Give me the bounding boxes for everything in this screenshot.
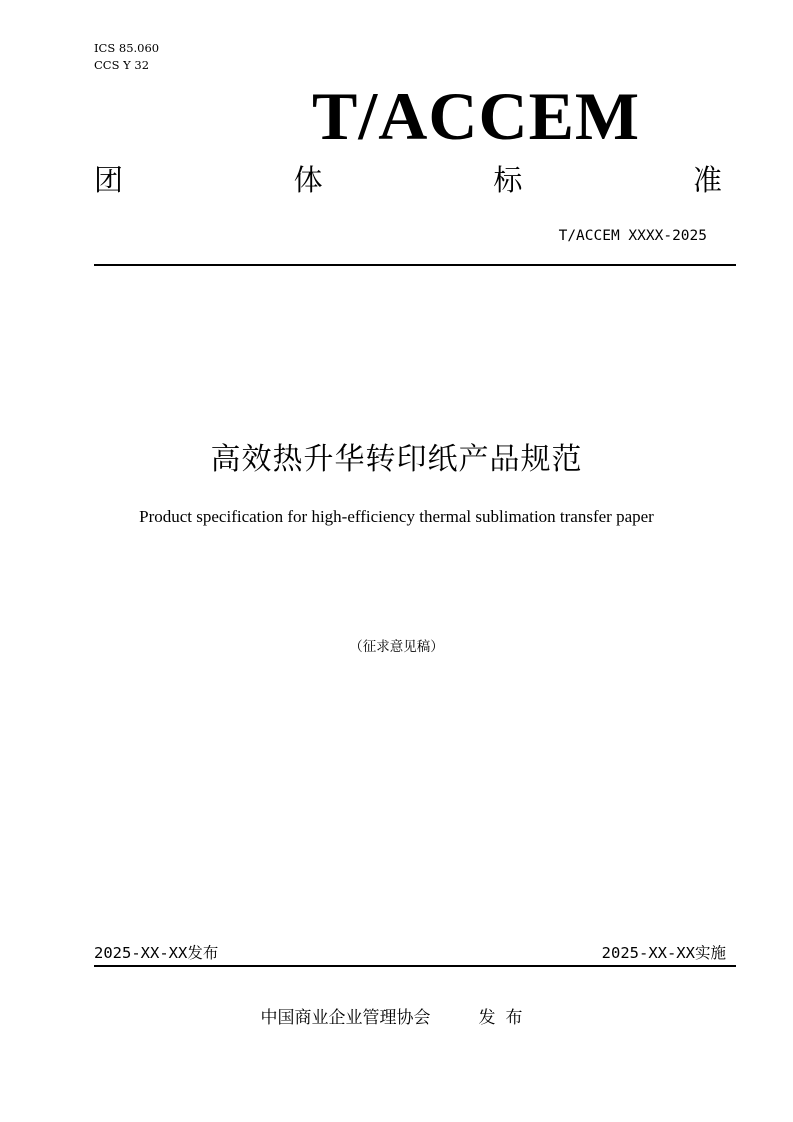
draft-status-note: （征求意见稿）	[349, 639, 444, 655]
standard-code: T/ACCEM XXXX-2025	[558, 228, 707, 244]
standard-type-char-1: 团	[94, 163, 124, 197]
standard-logo: T/ACCEM	[312, 78, 641, 154]
publisher-action: 发布	[478, 1008, 533, 1028]
publisher-organization: 中国商业企业管理协会	[260, 1008, 431, 1028]
standard-type-char-4: 准	[692, 163, 722, 197]
footer-divider	[94, 965, 736, 967]
implement-date: 2025-XX-XX	[601, 944, 695, 962]
publish-label: 发布	[187, 944, 219, 962]
document-title-chinese: 高效热升华转印纸产品规范	[210, 442, 583, 477]
document-title-english: Product specification for high-efficiency thermal sublimation transfer paper	[139, 507, 654, 526]
publish-date-group	[94, 942, 218, 964]
implement-label: 实施	[694, 944, 726, 962]
implement-date-group	[602, 942, 726, 964]
ccs-code: CCS Y 32	[94, 58, 150, 72]
date-row	[94, 942, 726, 964]
publish-date: 2025-XX-XX	[94, 944, 188, 962]
standard-type-char-3: 标	[493, 163, 523, 197]
classification-codes	[94, 40, 159, 74]
publisher-line	[0, 1006, 793, 1030]
header-divider	[94, 264, 736, 266]
standard-type-char-2: 体	[293, 163, 323, 197]
standard-type-heading	[94, 158, 722, 202]
ics-code: ICS 85.060	[94, 41, 160, 55]
